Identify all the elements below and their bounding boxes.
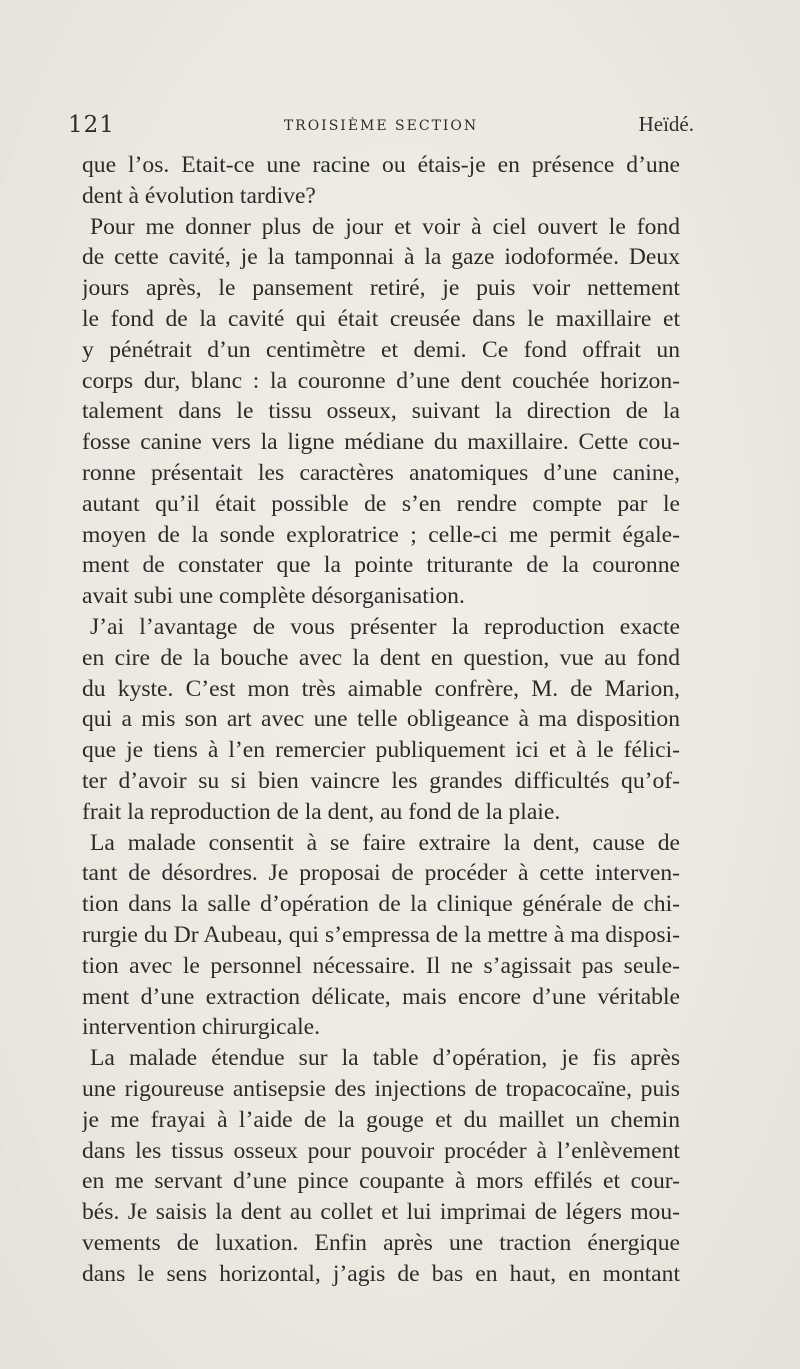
text-line: dent à évolution tardive? — [82, 182, 316, 209]
text-line: je me frayai à l’aide de la gouge et du maillet un chemin — [82, 1106, 680, 1133]
text-line: La malade étendue sur la table d’opération, je fis après — [90, 1045, 680, 1072]
text-line: tion avec le personnel nécessaire. Il ne s’agissait pas seule- — [82, 952, 680, 979]
text-line: le fond de la cavité qui était creusée dans le maxillaire et — [82, 305, 680, 332]
text-line: que je tiens à l’en remercier publiquement ici et à le félici- — [82, 737, 680, 764]
text-line: en cire de la bouche avec la dent en question, vue au fond — [82, 644, 680, 671]
page-header — [68, 112, 694, 140]
text-line: y pénétrait d’un centimètre et demi. Ce fond offrait un — [82, 336, 680, 363]
text-line: corps dur, blanc : la couronne d’une dent couchée horizon- — [82, 367, 680, 394]
text-line: La malade consentit à se faire extraire la dent, cause de — [90, 829, 680, 856]
text-line: dans les tissus osseux pour pouvoir procéder à l’enlèvement — [82, 1137, 680, 1164]
text-line: fosse canine vers la ligne médiane du maxillaire. Cette cou- — [82, 429, 680, 456]
text-line: tant de désordres. Je proposai de procéder à cette interven- — [82, 860, 680, 887]
text-line: du kyste. C’est mon très aimable confrère, M. de Marion, — [82, 675, 680, 702]
running-head: Heïdé. — [638, 112, 694, 136]
text-line: talement dans le tissu osseux, suivant la direction de la — [82, 398, 680, 425]
text-line: ter d’avoir su si bien vaincre les grandes difficultés qu’of- — [82, 767, 680, 794]
text-line: rurgie du Dr Aubeau, qui s’empressa de la mettre à ma disposi- — [82, 921, 680, 948]
text-line: moyen de la sonde exploratrice ; celle-ci me permit égale- — [82, 521, 680, 548]
body-text — [82, 150, 680, 1289]
section-title: TROISIÈME SECTION — [283, 118, 479, 134]
text-line: bés. Je saisis la dent au collet et lui imprimai de légers mou- — [82, 1199, 680, 1226]
text-line: en me servant d’une pince coupante à mors effilés et cour- — [82, 1168, 680, 1195]
text-line: Pour me donner plus de jour et voir à ciel ouvert le fond — [90, 213, 680, 240]
text-line: qui a mis son art avec une telle obligeance à ma disposition — [82, 706, 680, 733]
text-line: jours après, le pansement retiré, je puis voir nettement — [82, 275, 680, 302]
text-line: frait la reproduction de la dent, au fond de la plaie. — [82, 798, 561, 825]
text-line: avait subi une complète désorganisation. — [82, 583, 465, 610]
text-line: tion dans la salle d’opération de la clinique générale de chi- — [82, 891, 680, 918]
text-line: ronne présentait les caractères anatomiques d’une canine, — [82, 459, 680, 486]
text-line: ment d’une extraction délicate, mais encore d’une véritable — [82, 983, 680, 1010]
text-line: autant qu’il était possible de s’en rendre compte par le — [82, 490, 680, 517]
text-line: intervention chirurgicale. — [82, 1014, 321, 1041]
text-line: une rigoureuse antisepsie des injections de tropacocaïne, puis — [82, 1075, 680, 1102]
text-line: dans le sens horizontal, j’agis de bas en haut, en montant — [82, 1260, 680, 1287]
text-line: de cette cavité, je la tamponnai à la gaze iodoformée. Deux — [82, 244, 680, 271]
text-line: que l’os. Etait-ce une racine ou étais-je en présence d’une — [82, 152, 680, 178]
page-number: 121 — [68, 112, 115, 138]
text-line: ment de constater que la pointe triturante de la couronne — [82, 552, 680, 579]
text-line: J’ai l’avantage de vous présenter la reproduction exacte — [90, 613, 680, 640]
text-line: vements de luxation. Enfin après une traction énergique — [82, 1229, 680, 1256]
